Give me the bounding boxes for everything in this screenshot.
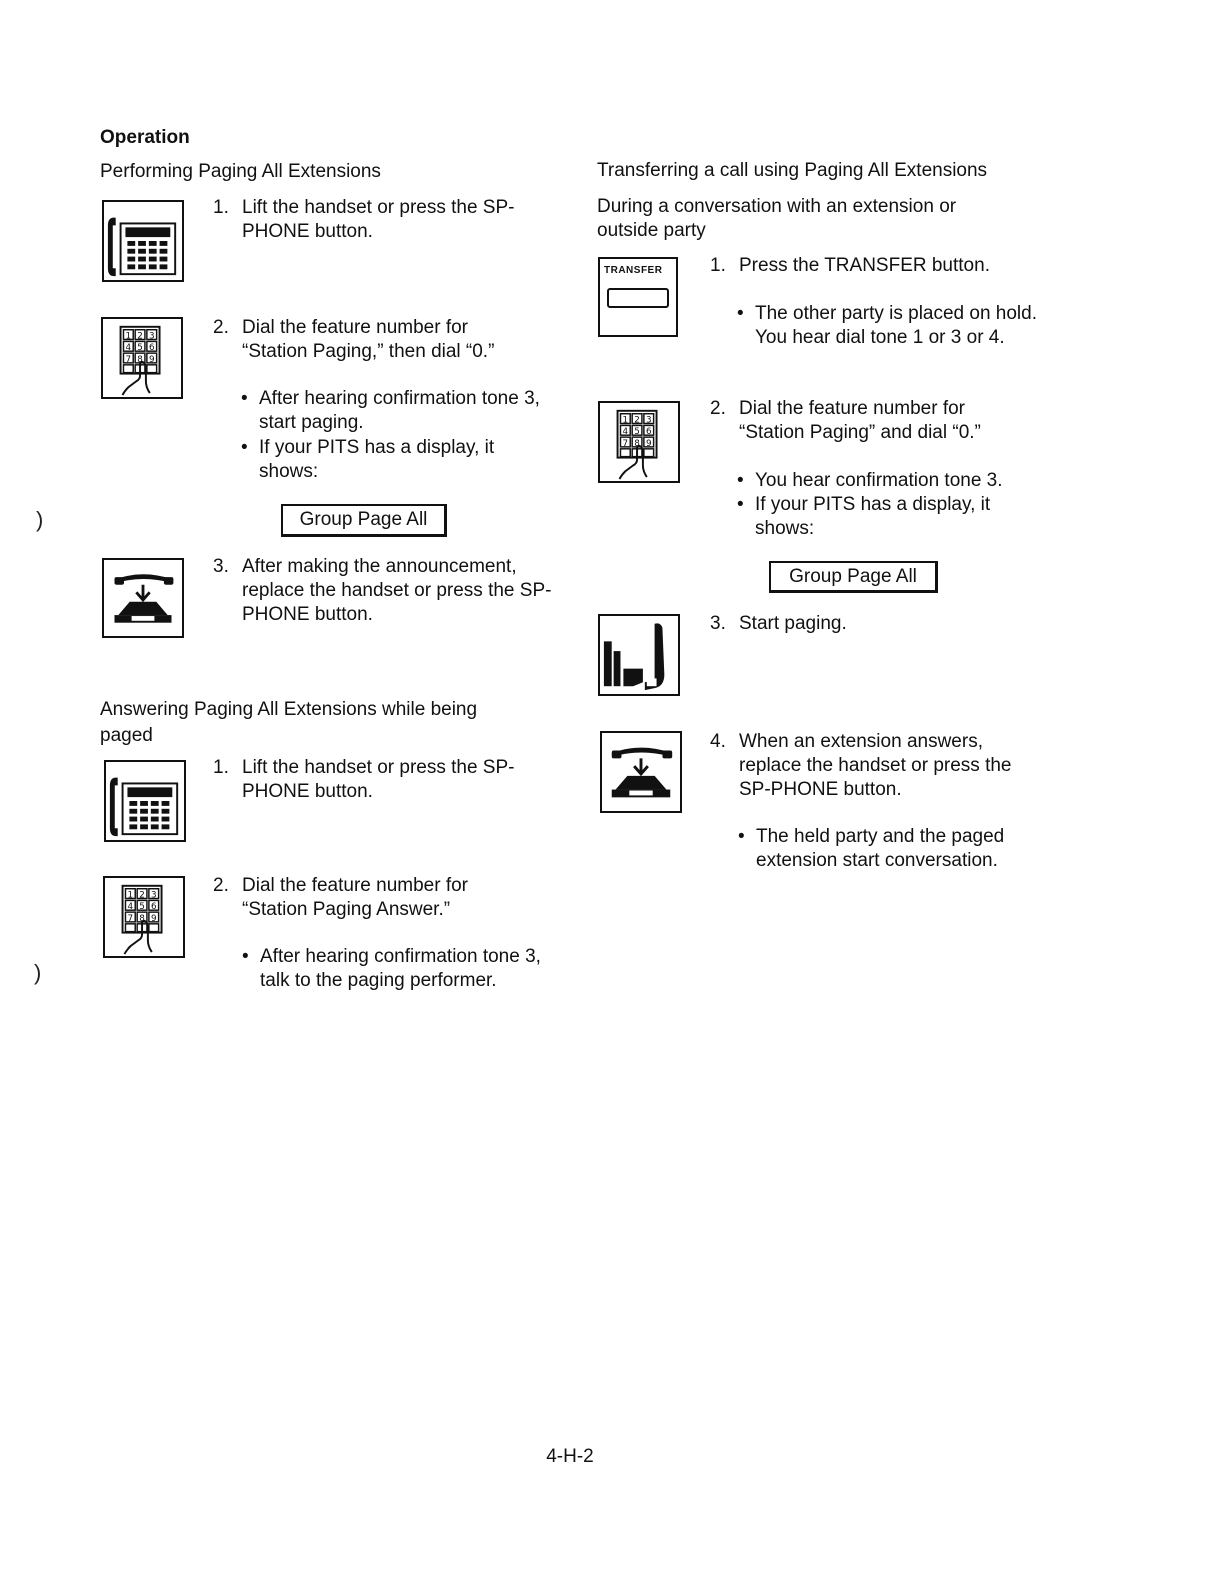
right-step-2	[710, 397, 1010, 445]
left-step-2	[213, 316, 533, 364]
transfer-key-button-shape	[607, 288, 669, 308]
left-answer-bullet: • After hearing confirmation tone 3, talk to the paging performer.	[242, 945, 552, 993]
left-answer-step-2	[213, 874, 513, 922]
keypad-dial-icon	[598, 401, 680, 483]
step-text: Lift the handset or press the SP-PHONE button.	[242, 197, 515, 242]
keypad-dial-icon	[103, 876, 185, 958]
transfer-key-icon	[598, 257, 678, 337]
step-number: 4.	[710, 731, 726, 752]
step-text: Dial the feature number for “Station Paging” and dial “0.”	[739, 398, 981, 443]
section-title-performing: Performing Paging All Extensions	[100, 161, 381, 182]
transfer-key-label: TRANSFER	[604, 265, 663, 276]
right-step-4	[710, 730, 1040, 802]
step-number: 2.	[710, 398, 726, 419]
step-number: 1.	[213, 197, 229, 218]
right-bullet: • The other party is placed on hold. You hear dial tone 1 or 3 or 4.	[737, 303, 1038, 348]
right-bullet: • You hear confirmation tone 3.	[737, 470, 1003, 491]
binding-mark: )	[36, 507, 44, 532]
step-number: 2.	[213, 317, 229, 338]
page-heading: Operation	[100, 127, 190, 148]
step-text: Dial the feature number for “Station Paging Answer.”	[242, 875, 469, 920]
step-text: Lift the handset or press the SP-PHONE button.	[242, 757, 515, 802]
step-number: 3.	[710, 613, 726, 634]
display-readout: Group Page All	[769, 561, 938, 593]
step-text: Press the TRANSFER button.	[739, 255, 990, 276]
bullet-text: After hearing confirmation tone 3, start paging.	[259, 388, 540, 433]
step-number: 2.	[213, 875, 229, 896]
left-bullet: • If your PITS has a display, it shows:	[241, 436, 531, 484]
bullet-text: The other party is placed on hold. You hear dial tone 1 or 3 or 4.	[755, 303, 1038, 348]
page-number: 4-H-2	[546, 1446, 594, 1467]
keypad-dial-icon	[101, 317, 183, 399]
replace-handset-icon	[102, 558, 184, 638]
bullet-text: After hearing confirmation tone 3, talk to the paging performer.	[260, 946, 541, 991]
left-bullet: • After hearing confirmation tone 3, start paging.	[241, 387, 551, 435]
step-text: After making the announcement, replace the handset or press the SP-PHONE button.	[242, 556, 552, 625]
section-intro: During a conversation with an extension or outside party	[597, 196, 957, 241]
left-step-3	[213, 555, 553, 627]
step-text: Dial the feature number for “Station Paging,” then dial “0.”	[242, 317, 495, 362]
bullet-text: If your PITS has a display, it shows:	[259, 437, 495, 482]
lift-handset-icon	[102, 200, 184, 282]
binding-mark: )	[34, 960, 42, 985]
right-bullet: • The held party and the paged extension start conversation.	[738, 825, 1038, 873]
section-title-answering: Answering Paging All Extensions while being paged	[100, 699, 478, 746]
step-number: 3.	[213, 556, 229, 577]
right-bullet: • If your PITS has a display, it shows:	[737, 493, 1027, 541]
step-text: Start paging.	[739, 613, 847, 634]
left-step-1	[213, 196, 543, 244]
bullet-text: If your PITS has a display, it shows:	[755, 494, 991, 539]
left-answer-step-1	[213, 756, 543, 804]
step-text: When an extension answers, replace the handset or press the SP-PHONE button.	[739, 731, 1012, 800]
step-number: 1.	[710, 255, 726, 276]
replace-handset-icon	[600, 731, 682, 813]
section-title-transferring: Transferring a call using Paging All Extensions	[597, 160, 988, 181]
step-number: 1.	[213, 757, 229, 778]
right-step-3	[710, 612, 1010, 636]
speaker-paging-icon	[598, 614, 680, 696]
bullet-text: You hear confirmation tone 3.	[755, 470, 1003, 491]
display-readout: Group Page All	[281, 504, 447, 537]
lift-handset-icon	[104, 760, 186, 842]
right-step-1	[710, 254, 1030, 278]
bullet-text: The held party and the paged extension start conversation.	[756, 826, 1005, 871]
